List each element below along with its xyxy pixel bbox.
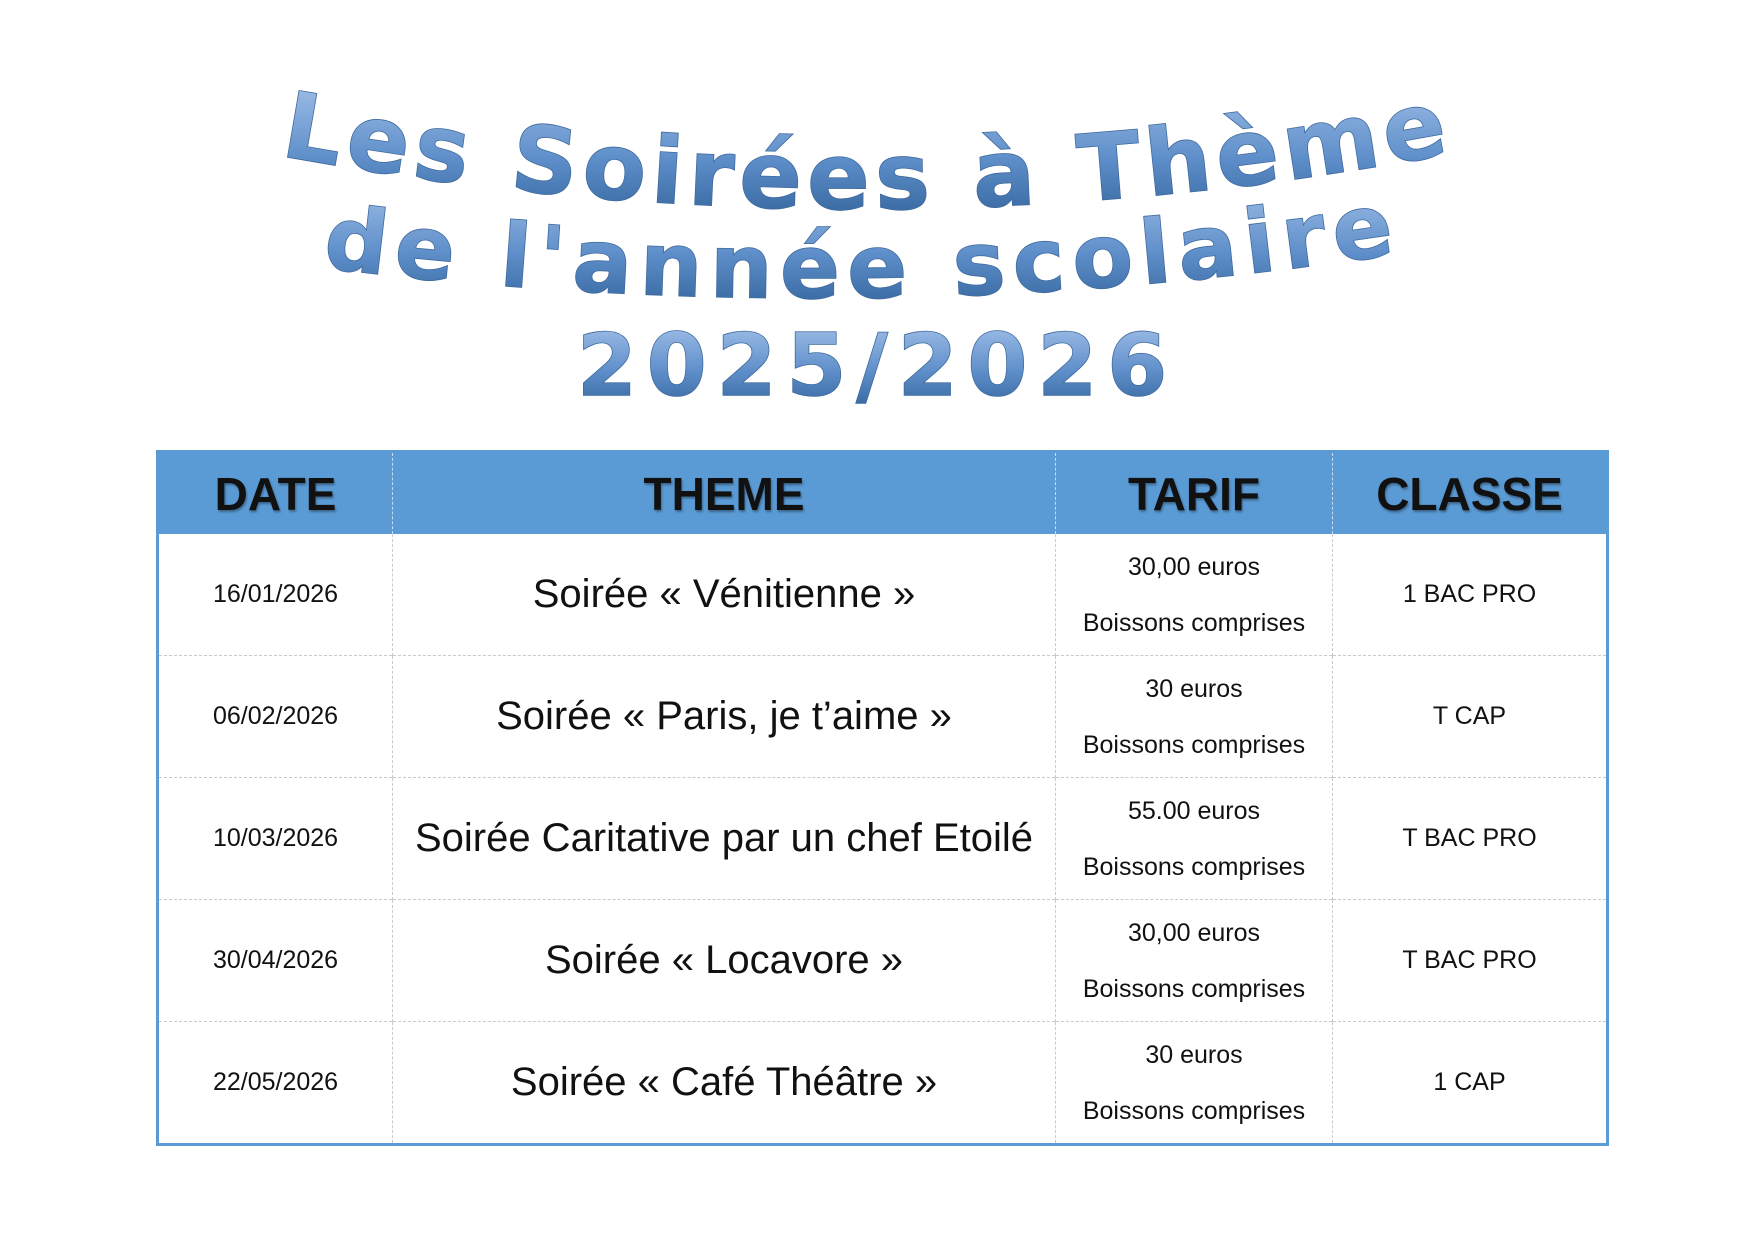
cell-date: 06/02/2026 xyxy=(158,656,393,778)
tarif-note: Boissons comprises xyxy=(1082,1096,1306,1125)
cell-tarif xyxy=(1056,778,1333,900)
table-row xyxy=(158,656,1608,778)
cell-date: 30/04/2026 xyxy=(158,900,393,1022)
tarif-price: 30 euros xyxy=(1145,1040,1243,1069)
cell-classe: T BAC PRO xyxy=(1333,778,1608,900)
cell-date: 22/05/2026 xyxy=(158,1022,393,1145)
cell-classe: T BAC PRO xyxy=(1333,900,1608,1022)
title-line-3: 2025/2026 xyxy=(576,316,1178,416)
cell-theme: Soirée Caritative par un chef Etoilé xyxy=(393,778,1056,900)
title-line-2: de l'année scolaire xyxy=(319,171,1407,319)
tarif-note: Boissons comprises xyxy=(1082,608,1306,637)
table-row xyxy=(158,900,1608,1022)
cell-classe: T CAP xyxy=(1333,656,1608,778)
cell-tarif xyxy=(1056,900,1333,1022)
cell-theme: Soirée « Paris, je t’aime » xyxy=(393,656,1056,778)
cell-theme: Soirée « Café Théâtre » xyxy=(393,1022,1056,1145)
cell-date: 16/01/2026 xyxy=(158,534,393,656)
header-classe: CLASSE xyxy=(1333,452,1608,535)
cell-theme: Soirée « Vénitienne » xyxy=(393,534,1056,656)
tarif-price: 30,00 euros xyxy=(1127,918,1261,947)
tarif-note: Boissons comprises xyxy=(1082,974,1306,1003)
table-row xyxy=(158,1022,1608,1145)
table-header-row xyxy=(158,452,1608,535)
cell-classe: 1 BAC PRO xyxy=(1402,580,1537,608)
cell-date: 10/03/2026 xyxy=(158,778,393,900)
header-theme: THEME xyxy=(393,452,1056,535)
cell-tarif xyxy=(1056,656,1333,778)
header-tarif: TARIF xyxy=(1056,452,1333,535)
cell-tarif xyxy=(1056,534,1333,656)
cell-tarif xyxy=(1056,1022,1333,1145)
tarif-note: Boissons comprises xyxy=(1082,730,1306,759)
table-row xyxy=(158,534,1608,656)
title-line-1: Les Soirées à Thème xyxy=(275,68,1460,231)
cell-classe: 1 CAP xyxy=(1333,1022,1608,1145)
tarif-price: 30,00 euros xyxy=(1127,552,1261,581)
tarif-price: 30 euros xyxy=(1145,674,1243,703)
tarif-price: 55.00 euros xyxy=(1127,796,1261,825)
soirees-table xyxy=(156,450,1609,1146)
title-wordart xyxy=(0,0,1754,430)
header-date: DATE xyxy=(158,452,393,535)
cell-theme: Soirée « Locavore » xyxy=(393,900,1056,1022)
tarif-note: Boissons comprises xyxy=(1082,852,1306,881)
table-row xyxy=(158,778,1608,900)
